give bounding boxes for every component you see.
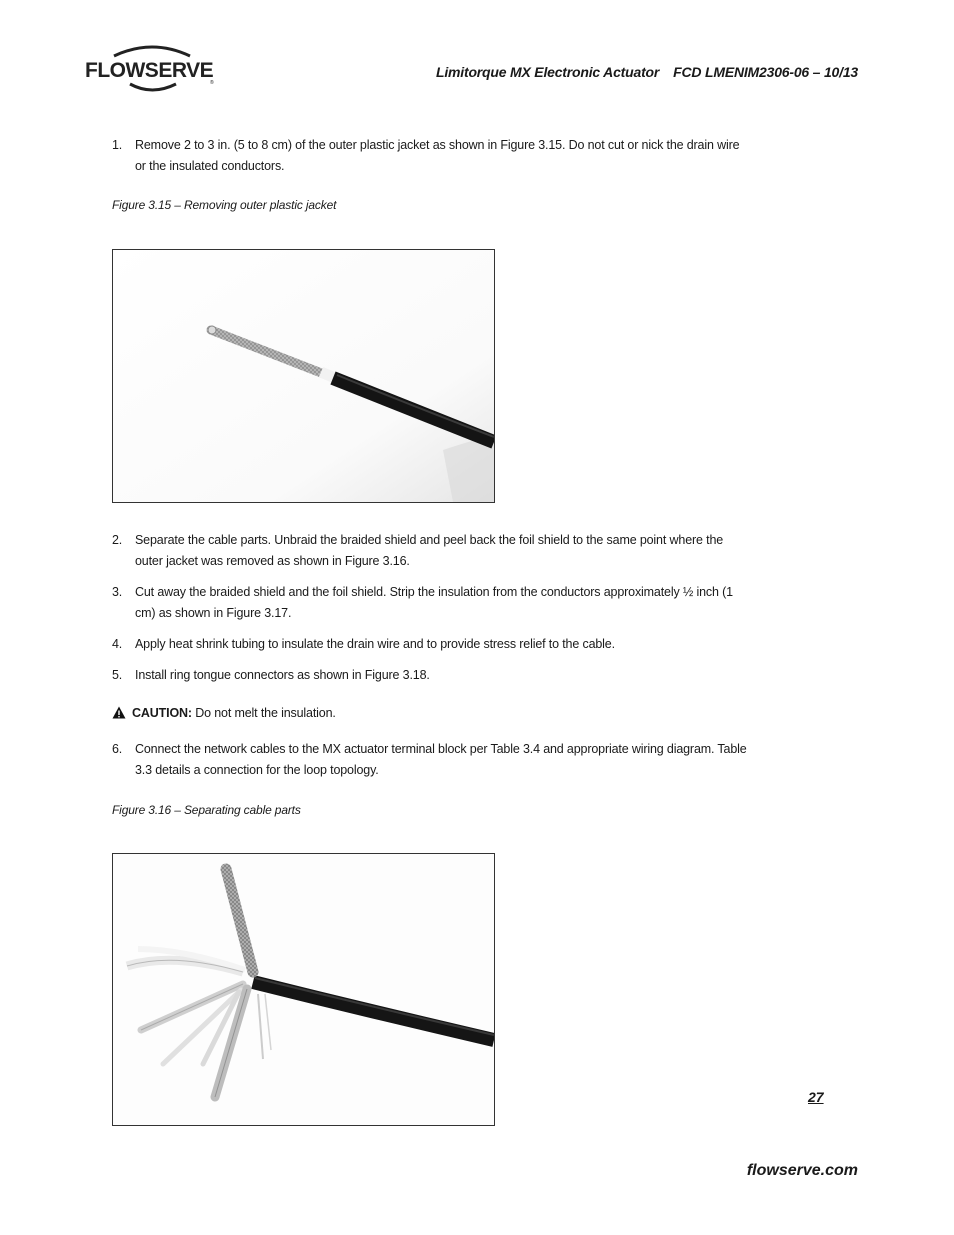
caution-note <box>112 703 336 725</box>
step-6 <box>112 739 752 781</box>
step-text: Apply heat shrink tubing to insulate the drain wire and to provide stress relief to the cable. <box>135 637 615 651</box>
step-text: Cut away the braided shield and the foil shield. Strip the insulation from the conductors approximately ½ inch (1 cm) as shown in Figure 3.17. <box>135 585 733 620</box>
step-text: Connect the network cables to the MX actuator terminal block per Table 3.4 and appropriate wiring diagram. Table 3.3 details a connection for the loop topology. <box>135 742 747 777</box>
flowserve-logo <box>84 44 220 94</box>
step-number: 2. <box>112 533 123 547</box>
document-title: Limitorque MX Electronic Actuator <box>436 64 660 80</box>
step-number: 6. <box>112 742 123 756</box>
logo-text: FLOWSERVE <box>85 59 214 82</box>
figure-3-16-caption: Figure 3.16 – Separating cable parts <box>112 803 301 817</box>
step-2 <box>112 530 752 572</box>
step-3 <box>112 582 752 624</box>
step-number: 4. <box>112 637 123 651</box>
step-text: Remove 2 to 3 in. (5 to 8 cm) of the outer plastic jacket as shown in Figure 3.15. Do not cut or nick the drain wire or the insulated conductors. <box>135 138 740 173</box>
document-code: FCD LMENIM2306-06 – 10/13 <box>673 64 858 80</box>
caution-label: CAUTION: <box>132 706 192 720</box>
step-text: Separate the cable parts. Unbraid the braided shield and peel back the foil shield to the same point where the outer jacket was removed as shown in Figure 3.16. <box>135 533 724 568</box>
step-5 <box>112 665 752 686</box>
svg-text:®: ® <box>210 80 214 86</box>
page-number: 27 <box>808 1089 824 1105</box>
figure-3-16-image <box>112 853 495 1126</box>
step-number: 3. <box>112 585 123 599</box>
figure-3-15-caption: Figure 3.15 – Removing outer plastic jacket <box>112 198 337 212</box>
warning-triangle-icon <box>112 705 126 725</box>
header-title <box>436 64 858 80</box>
step-number: 5. <box>112 668 123 682</box>
step-number: 1. <box>112 138 123 152</box>
step-text: Install ring tongue connectors as shown in Figure 3.18. <box>135 668 430 682</box>
caution-text: Do not melt the insulation. <box>195 706 336 720</box>
figure-3-15-image <box>112 249 495 503</box>
footer-url[interactable]: flowserve.com <box>746 1162 858 1179</box>
step-4 <box>112 634 752 655</box>
step-1 <box>112 135 752 177</box>
